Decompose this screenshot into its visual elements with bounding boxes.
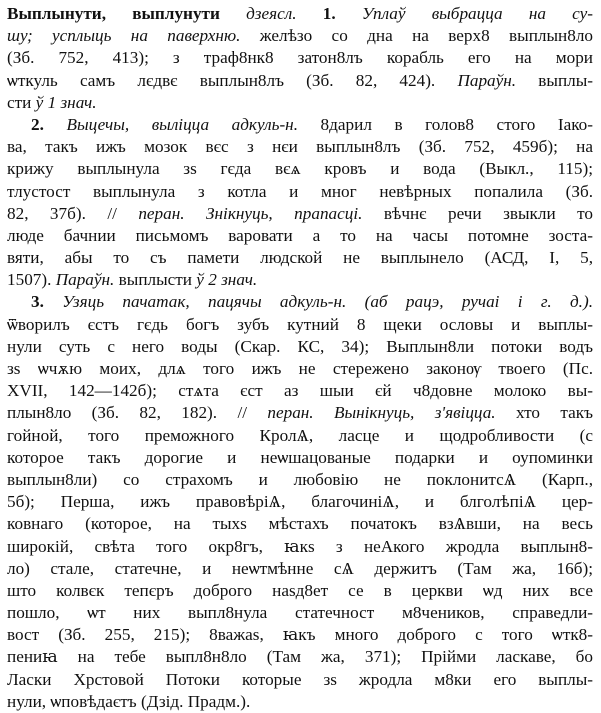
text-line [7,181,593,203]
text-run [297,4,323,23]
text-line [7,447,593,469]
text-line [7,624,593,646]
text-run: которое такъ дорогие и неѡшацованые подарки и оупоминки [7,447,593,467]
text-line [7,247,593,269]
italic-text: ў 2 знач. [196,270,258,290]
italic-text: Уплаў выбрацца на су- [361,4,593,23]
text-line [7,92,593,114]
italic-text: шу; усплыць на паверхню. [7,26,241,46]
text-run: желѣзо со дна на верх8 выплын8ло [240,26,593,46]
text-line [7,469,593,491]
text-run: 82, 37б). // [7,203,139,223]
text-line [7,402,593,424]
sense-paragraph-3 [7,291,593,713]
text-run: гойной, того преможного КролѦ, ласце и щодробливости (с [7,425,593,445]
text-line [7,70,593,92]
text-run: 8дарил в голов8 стого Іако- [298,114,593,134]
text-run: выплысти [114,270,197,290]
dictionary-entry [7,3,593,713]
text-run: широкiй, свѣта того окр8гъ, ꙗкѕ з неАкого жродла выплын8- [7,536,593,556]
italic-text: Узяць пачатак, пацячы адкуль-н. (аб рацэ, ручаі і г. д.). [62,292,593,312]
bold-text: 1. [322,4,336,23]
text-run: хто такъ [495,403,593,423]
italic-text: перан. Вынікнуць, з'явіцца. [267,403,496,423]
text-run: выплын8ли) со страхомъ и любовiю не поклонитсѦ (Карп., [7,469,593,489]
text-run: ѡткуль самъ лєдвє выплын8лъ (Зб. 82, 424). [7,70,458,90]
text-line [7,269,593,291]
italic-text: Параўн. [457,70,517,90]
text-run: ковнаго (которое, на тыхѕ мѣстахъ початокъ взѦвши, на весь [7,514,593,534]
text-run: вѣчнє речи звыкли то [362,203,593,223]
text-run: ва, такъ ижъ мозок вєс з нєи выплын8лъ (Зб. 752, 459б); на [7,137,593,157]
text-line [7,513,593,535]
text-run: XVII, 142—142б); стѧта єст аз шыи єй ч8довне молоко вы- [7,381,593,401]
text-line [7,558,593,580]
text-line [7,25,593,47]
text-run: люде бачнии письмомъ варовати а то на часы потомне зоста- [7,225,593,245]
text-run: (Зб. 752, 413); з траф8нк8 затон8лъ корабль его на мори [7,48,593,68]
text-run: выплы- [516,70,593,90]
bold-text: Выплынути, выплунути [7,4,220,23]
text-run [44,115,67,134]
italic-text: перан. Знікнуць, прапасці. [138,203,363,223]
text-run: пениꙗ на тебе выпл8н8ло (Там жа, 371); Прiйми ласкаве, бо [7,647,593,667]
text-line [7,203,593,225]
text-line [7,691,593,713]
text-line [7,380,593,402]
text-run: 5б); Перша, ижъ правовѣрiѦ, благочинiѦ, и блголѣпiѦ цер- [7,492,593,512]
text-line [7,536,593,558]
text-line [7,314,593,336]
text-run [44,292,62,311]
italic-text: дзеясл. [246,4,297,23]
text-run: ло) стале, статечне, и неѡтмѣнне сѦ держитъ (Там жа, 16б); [7,558,593,578]
text-run: нули, ѡповѣдаєтъ (Дзід. Прадм.). [7,691,251,711]
text-run [220,4,246,23]
text-run: нули суть с него воды (Скар. КС, 34); Выплын8ли потоки водъ [7,336,593,356]
text-run: тлустост выплынула з котла и мног невѣрных попалила (Зб. [7,181,593,201]
text-run: сти [7,92,36,112]
text-line [7,580,593,602]
text-line [7,646,593,668]
text-line [7,3,593,25]
text-line [7,114,593,136]
text-line [7,47,593,69]
italic-text: ў 1 знач. [35,92,97,112]
sense-paragraph-2 [7,114,593,292]
text-line [7,158,593,180]
italic-text: Выцечы, выліцца адкуль-н. [66,114,298,134]
text-line [7,425,593,447]
text-line [7,136,593,158]
text-run [336,4,362,23]
text-run: крижу выплынула зѕ гєда вєѧ кровъ и вода (Выкл., 115); [7,159,593,179]
text-run: пошло, ѡт них выпл8нула статечност м8чеников, справедли- [7,603,593,623]
text-run: вяти, абы то съ памети людской не выплынело (АСД, І, 5, [7,248,593,268]
text-line [7,602,593,624]
text-run: вост (Зб. 255, 215); 8важаѕ, ꙗкъ много доброго с того ѡтк8- [7,625,593,645]
bold-text: 2. [31,114,44,134]
text-run: Ласки Хрстовой Потоки которые зѕ жродла м8ки его выплы- [7,669,593,689]
text-line [7,225,593,247]
text-line [7,336,593,358]
text-line [7,491,593,513]
text-run: зѕ ѡчѫю моих, длѧ того ижъ не стережено законѹ твоего (Пс. [7,359,593,378]
italic-text: Параўн. [55,270,115,290]
text-run: плын8ло (Зб. 82, 182). // [7,403,268,423]
bold-text: 3. [31,292,44,312]
text-line [7,358,593,380]
text-run: што колвєк тепєръ доброго наѕд8ет се в церкви ѡд них все [7,580,593,600]
text-run: ѿворилъ єстъ гєдь богъ зубъ кутний 8 щеки ословы и выплы- [7,314,593,334]
text-line [7,291,593,313]
sense-paragraph-1 [7,3,593,114]
text-run: 1507). [7,270,56,290]
